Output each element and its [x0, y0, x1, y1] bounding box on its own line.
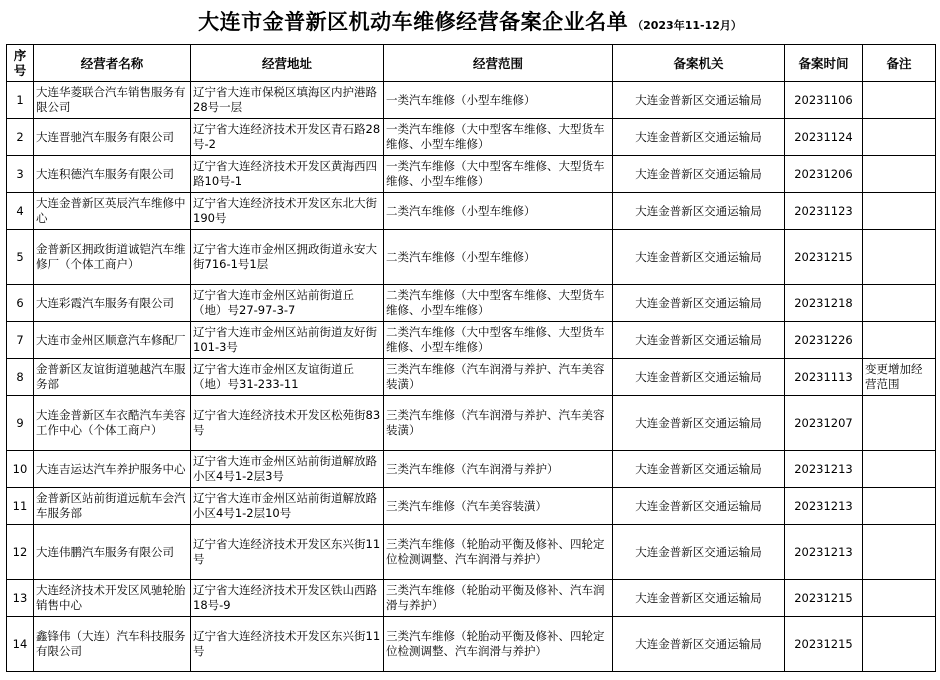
cell-scope: 二类汽车维修（大中型客车维修、大型货车维修、小型车维修） [384, 285, 613, 322]
cell-authority: 大连金普新区交通运输局 [613, 359, 785, 396]
page-subtitle: （2023年11-12月） [632, 19, 742, 32]
cell-authority: 大连金普新区交通运输局 [613, 156, 785, 193]
cell-note [863, 156, 936, 193]
cell-name: 金普新区友谊街道驰越汽车服务部 [34, 359, 191, 396]
cell-name: 大连经济技术开发区风驰轮胎销售中心 [34, 580, 191, 617]
cell-note [863, 488, 936, 525]
col-header-name: 经营者名称 [34, 45, 191, 82]
cell-scope: 三类汽车维修（轮胎动平衡及修补、汽车润滑与养护） [384, 580, 613, 617]
cell-address: 辽宁省大连市保税区填海区内护港路28号一层 [191, 82, 384, 119]
cell-date: 20231215 [785, 580, 863, 617]
registry-table [6, 44, 936, 672]
table-row [7, 580, 936, 617]
cell-name: 大连市金州区顺意汽车修配厂 [34, 322, 191, 359]
cell-no: 12 [7, 525, 34, 580]
cell-no: 5 [7, 230, 34, 285]
cell-scope: 三类汽车维修（轮胎动平衡及修补、四轮定位检测调整、汽车润滑与养护） [384, 617, 613, 672]
cell-note [863, 617, 936, 672]
table-row [7, 396, 936, 451]
cell-authority: 大连金普新区交通运输局 [613, 119, 785, 156]
table-row [7, 322, 936, 359]
cell-authority: 大连金普新区交通运输局 [613, 525, 785, 580]
cell-date: 20231106 [785, 82, 863, 119]
cell-no: 3 [7, 156, 34, 193]
cell-scope: 三类汽车维修（汽车润滑与养护、汽车美容装潢） [384, 359, 613, 396]
table-row [7, 193, 936, 230]
cell-no: 9 [7, 396, 34, 451]
cell-no: 13 [7, 580, 34, 617]
table-row [7, 82, 936, 119]
cell-date: 20231123 [785, 193, 863, 230]
cell-date: 20231213 [785, 451, 863, 488]
col-header-scope: 经营范围 [384, 45, 613, 82]
cell-date: 20231215 [785, 230, 863, 285]
cell-address: 辽宁省大连经济技术开发区东兴街11号 [191, 617, 384, 672]
cell-address: 辽宁省大连市金州区站前街道解放路小区4号1-2层3号 [191, 451, 384, 488]
cell-authority: 大连金普新区交通运输局 [613, 580, 785, 617]
cell-no: 2 [7, 119, 34, 156]
cell-address: 辽宁省大连市金州区站前街道友好街101-3号 [191, 322, 384, 359]
col-header-authority: 备案机关 [613, 45, 785, 82]
cell-date: 20231213 [785, 488, 863, 525]
cell-name: 大连积德汽车服务有限公司 [34, 156, 191, 193]
cell-name: 大连晋驰汽车服务有限公司 [34, 119, 191, 156]
cell-scope: 三类汽车维修（汽车美容装潢） [384, 488, 613, 525]
cell-note [863, 285, 936, 322]
cell-address: 辽宁省大连市金州区拥政街道永安大街716-1号1层 [191, 230, 384, 285]
cell-date: 20231215 [785, 617, 863, 672]
table-row [7, 617, 936, 672]
cell-no: 4 [7, 193, 34, 230]
cell-scope: 一类汽车维修（大中型客车维修、大型货车维修、小型车维修） [384, 156, 613, 193]
cell-authority: 大连金普新区交通运输局 [613, 230, 785, 285]
cell-scope: 三类汽车维修（汽车润滑与养护、汽车美容装潢） [384, 396, 613, 451]
cell-address: 辽宁省大连经济技术开发区东兴街11号 [191, 525, 384, 580]
cell-authority: 大连金普新区交通运输局 [613, 322, 785, 359]
cell-authority: 大连金普新区交通运输局 [613, 396, 785, 451]
cell-no: 11 [7, 488, 34, 525]
cell-authority: 大连金普新区交通运输局 [613, 617, 785, 672]
table-row [7, 488, 936, 525]
col-header-date: 备案时间 [785, 45, 863, 82]
cell-scope: 三类汽车维修（汽车润滑与养护） [384, 451, 613, 488]
cell-name: 金普新区站前街道远航车会汽车服务部 [34, 488, 191, 525]
cell-authority: 大连金普新区交通运输局 [613, 285, 785, 322]
cell-address: 辽宁省大连市金州区站前街道丘（地）号27-97-3-7 [191, 285, 384, 322]
cell-note [863, 322, 936, 359]
cell-note: 变更增加经营范围 [863, 359, 936, 396]
cell-note [863, 193, 936, 230]
cell-date: 20231218 [785, 285, 863, 322]
cell-date: 20231213 [785, 525, 863, 580]
cell-authority: 大连金普新区交通运输局 [613, 82, 785, 119]
cell-address: 辽宁省大连经济技术开发区东北大街190号 [191, 193, 384, 230]
cell-date: 20231206 [785, 156, 863, 193]
cell-address: 辽宁省大连经济技术开发区青石路28号-2 [191, 119, 384, 156]
cell-authority: 大连金普新区交通运输局 [613, 451, 785, 488]
cell-note [863, 580, 936, 617]
cell-name: 大连伟鹏汽车服务有限公司 [34, 525, 191, 580]
cell-address: 辽宁省大连经济技术开发区松苑街83号 [191, 396, 384, 451]
table-header-row [7, 45, 936, 82]
cell-scope: 二类汽车维修（大中型客车维修、大型货车维修、小型车维修） [384, 322, 613, 359]
table-row [7, 119, 936, 156]
cell-address: 辽宁省大连市金州区站前街道解放路小区4号1-2层10号 [191, 488, 384, 525]
col-header-no: 序号 [7, 45, 34, 82]
page-header [0, 6, 940, 36]
cell-no: 8 [7, 359, 34, 396]
table-row [7, 285, 936, 322]
table-row [7, 230, 936, 285]
table-row [7, 451, 936, 488]
col-header-address: 经营地址 [191, 45, 384, 82]
cell-name: 大连华菱联合汽车销售服务有限公司 [34, 82, 191, 119]
cell-date: 20231113 [785, 359, 863, 396]
cell-note [863, 119, 936, 156]
cell-no: 10 [7, 451, 34, 488]
cell-date: 20231226 [785, 322, 863, 359]
cell-authority: 大连金普新区交通运输局 [613, 193, 785, 230]
page-title: 大连市金普新区机动车维修经营备案企业名单 [198, 10, 629, 34]
table-row [7, 156, 936, 193]
cell-scope: 一类汽车维修（大中型客车维修、大型货车维修、小型车维修） [384, 119, 613, 156]
cell-scope: 二类汽车维修（小型车维修） [384, 230, 613, 285]
cell-note [863, 82, 936, 119]
table-row [7, 359, 936, 396]
col-header-note: 备注 [863, 45, 936, 82]
cell-name: 金普新区拥政街道诚铠汽车维修厂（个体工商户） [34, 230, 191, 285]
cell-note [863, 451, 936, 488]
cell-date: 20231124 [785, 119, 863, 156]
cell-name: 大连金普新区英辰汽车维修中心 [34, 193, 191, 230]
cell-name: 大连吉运达汽车养护服务中心 [34, 451, 191, 488]
cell-authority: 大连金普新区交通运输局 [613, 488, 785, 525]
cell-note [863, 525, 936, 580]
cell-address: 辽宁省大连市金州区友谊街道丘（地）号31-233-11 [191, 359, 384, 396]
cell-no: 6 [7, 285, 34, 322]
cell-scope: 二类汽车维修（小型车维修） [384, 193, 613, 230]
cell-no: 14 [7, 617, 34, 672]
cell-note [863, 230, 936, 285]
cell-address: 辽宁省大连经济技术开发区黄海西四路10号-1 [191, 156, 384, 193]
cell-address: 辽宁省大连经济技术开发区铁山西路18号-9 [191, 580, 384, 617]
cell-note [863, 396, 936, 451]
cell-date: 20231207 [785, 396, 863, 451]
cell-no: 1 [7, 82, 34, 119]
cell-name: 大连金普新区车衣酷汽车美容工作中心（个体工商户） [34, 396, 191, 451]
cell-name: 鑫锋伟（大连）汽车科技服务有限公司 [34, 617, 191, 672]
cell-scope: 三类汽车维修（轮胎动平衡及修补、四轮定位检测调整、汽车润滑与养护） [384, 525, 613, 580]
cell-no: 7 [7, 322, 34, 359]
cell-scope: 一类汽车维修（小型车维修） [384, 82, 613, 119]
cell-name: 大连彩霞汽车服务有限公司 [34, 285, 191, 322]
table-row [7, 525, 936, 580]
